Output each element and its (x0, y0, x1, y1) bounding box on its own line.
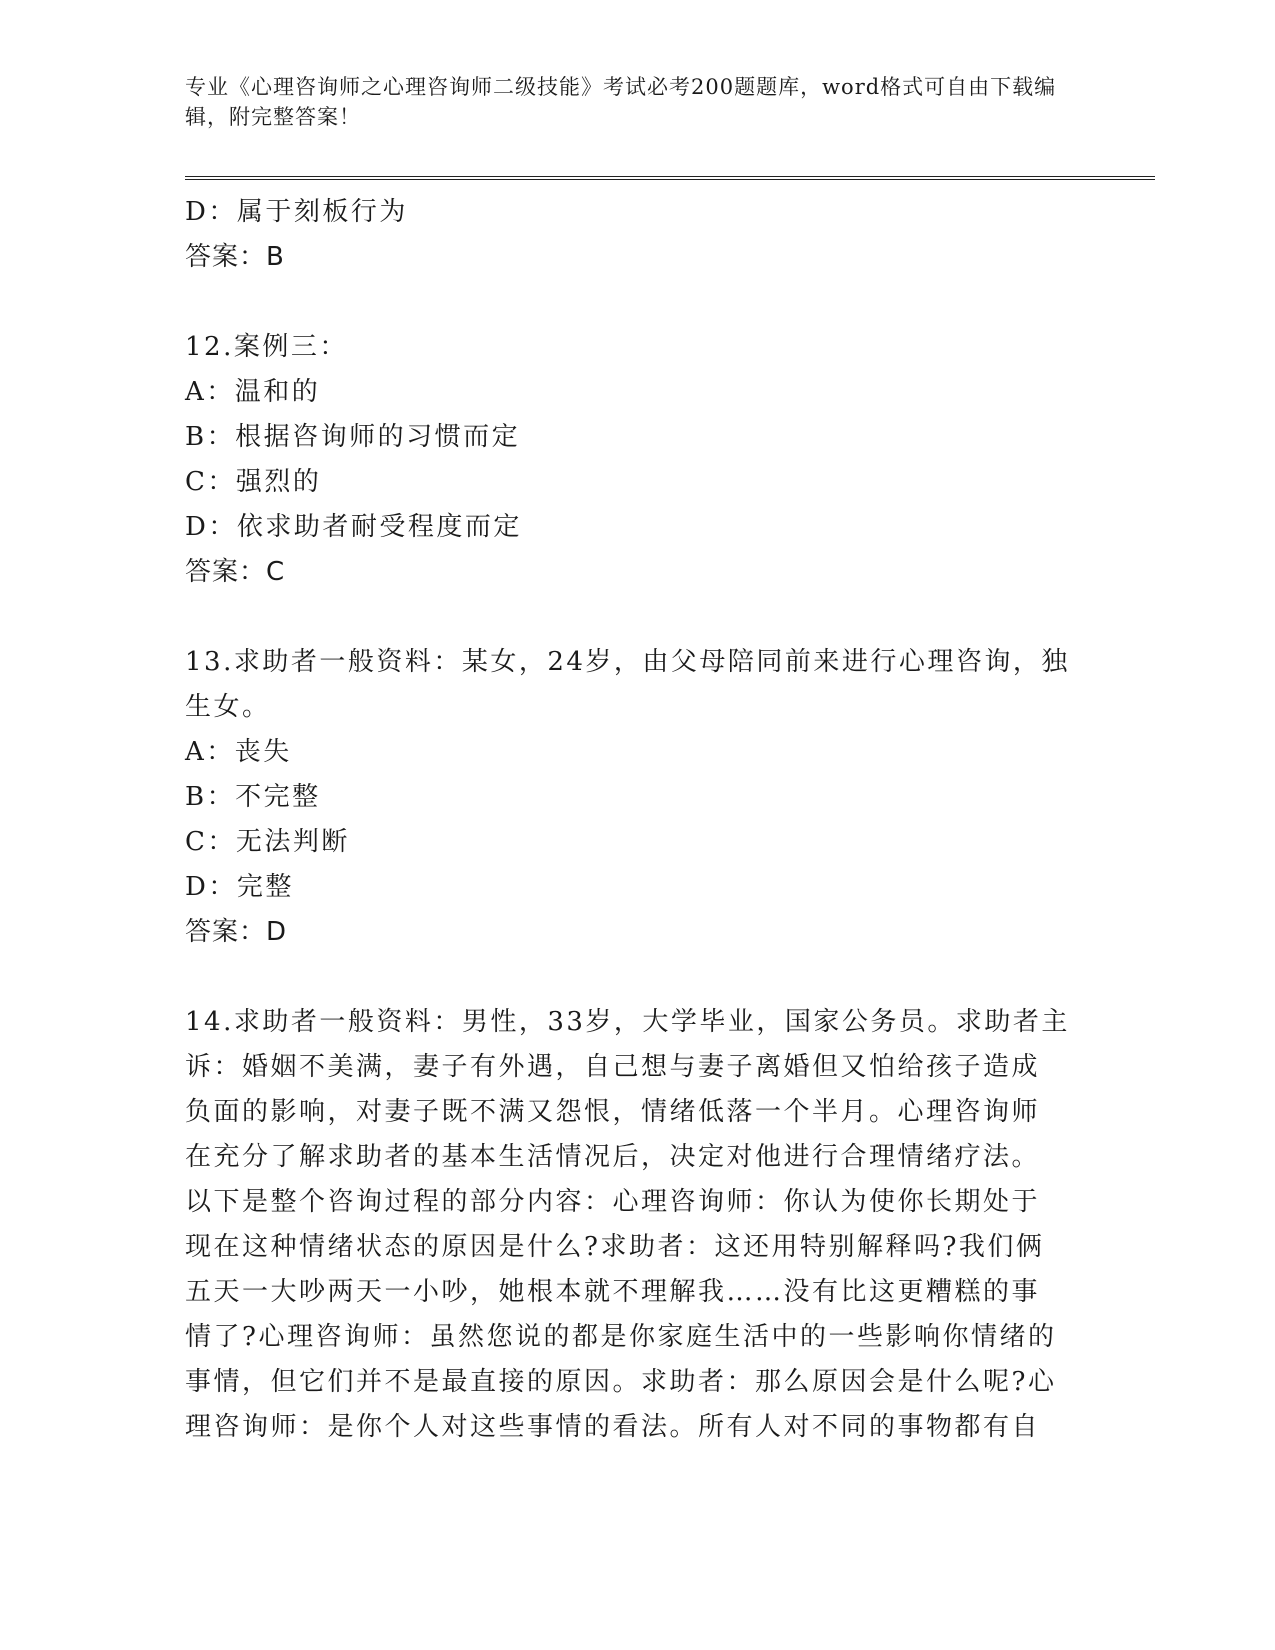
q13-option-c: C：无法判断 (185, 827, 350, 857)
spacer (185, 955, 1085, 1000)
q13-answer: 答案：D (185, 917, 288, 947)
page-header: 专业《心理咨询师之心理咨询师二级技能》考试必考200题题库，word格式可自由下载编辑，附完整答案！ (185, 75, 1057, 129)
q14-line: 理咨询师：是你个人对这些事情的看法。所有人对不同的事物都有自 (185, 1412, 1041, 1442)
document-body (185, 190, 1085, 1450)
q13-stem-line-2: 生女。 (185, 692, 271, 722)
q14-line: 负面的影响，对妻子既不满又怨恨，情绪低落一个半月。心理咨询师 (185, 1097, 1041, 1127)
q12-stem: 12.案例三： (185, 332, 348, 362)
spacer (185, 595, 1085, 640)
q12-answer: 答案：C (185, 557, 286, 587)
q13-option-a: A：丧失 (185, 737, 292, 767)
q14-line: 在充分了解求助者的基本生活情况后，决定对他进行合理情绪疗法。 (185, 1142, 1041, 1172)
q14-line: 诉：婚姻不美满，妻子有外遇，自己想与妻子离婚但又怕给孩子造成 (185, 1052, 1041, 1082)
q11-answer: 答案：B (185, 242, 285, 272)
q14-line: 14.求助者一般资料：男性，33岁，大学毕业，国家公务员。求助者主 (185, 1007, 1070, 1037)
q13-option-b: B：不完整 (185, 782, 321, 812)
q14-line: 事情，但它们并不是最直接的原因。求助者：那么原因会是什么呢?心 (185, 1367, 1057, 1397)
q13-option-d: D：完整 (185, 872, 294, 902)
q14-line: 以下是整个咨询过程的部分内容：心理咨询师：你认为使你长期处于 (185, 1187, 1041, 1217)
q12-option-a: A：温和的 (185, 377, 321, 407)
spacer (185, 280, 1085, 325)
q12-option-b: B：根据咨询师的习惯而定 (185, 422, 521, 452)
q11-option-d: D：属于刻板行为 (185, 197, 408, 227)
q13-stem-line-1: 13.求助者一般资料：某女，24岁，由父母陪同前来进行心理咨询，独 (185, 647, 1070, 677)
q14-line: 五天一大吵两天一小吵，她根本就不理解我……没有比这更糟糕的事 (185, 1277, 1041, 1307)
q12-option-c: C：强烈的 (185, 467, 322, 497)
q12-option-d: D：依求助者耐受程度而定 (185, 512, 522, 542)
header-divider (185, 176, 1155, 180)
q14-line: 现在这种情绪状态的原因是什么?求助者：这还用特别解释吗?我们俩 (185, 1232, 1045, 1262)
q14-line: 情了?心理咨询师：虽然您说的都是你家庭生活中的一些影响你情绪的 (185, 1322, 1057, 1352)
